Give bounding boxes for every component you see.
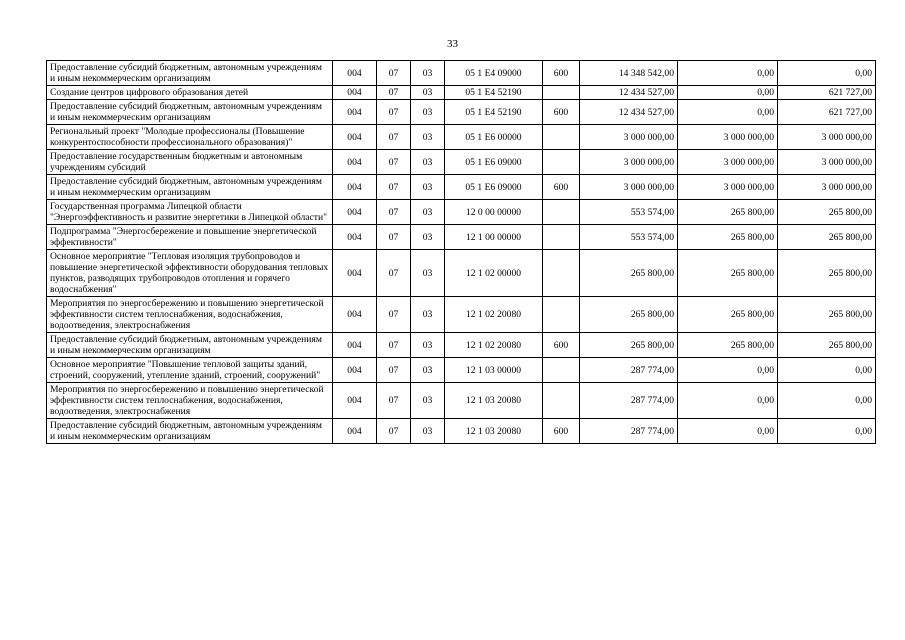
expense-type-code: [543, 225, 580, 250]
target-article-code: 05 1 E6 09000: [445, 150, 543, 175]
line-item-name: Предоставление субсидий бюджетным, автономным учреждениям и иным некоммерческим организациям: [47, 175, 333, 200]
line-item-name: Предоставление субсидий бюджетным, автономным учреждениям и иным некоммерческим организациям: [47, 100, 333, 125]
table-row: [47, 200, 876, 225]
amount-1: 287 774,00: [580, 383, 678, 419]
subsection-code: 03: [411, 358, 445, 383]
amount-2: 0,00: [678, 86, 778, 100]
table-row: [47, 419, 876, 444]
subsection-code: 03: [411, 419, 445, 444]
page-number: 33: [447, 38, 458, 50]
line-item-name: Предоставление государственным бюджетным и автономным учреждениям субсидий: [47, 150, 333, 175]
line-item-name: Предоставление субсидий бюджетным, автономным учреждениям и иным некоммерческим организациям: [47, 419, 333, 444]
target-article-code: 12 1 02 00000: [445, 250, 543, 297]
ministry-code: 004: [333, 100, 377, 125]
line-item-name: Предоставление субсидий бюджетным, автономным учреждениям и иным некоммерческим организациям: [47, 61, 333, 86]
amount-3: 265 800,00: [778, 250, 876, 297]
expense-type-code: 600: [543, 333, 580, 358]
target-article-code: 05 1 E4 52190: [445, 86, 543, 100]
amount-2: 0,00: [678, 100, 778, 125]
table-row: [47, 297, 876, 333]
table-row: [47, 175, 876, 200]
ministry-code: 004: [333, 333, 377, 358]
ministry-code: 004: [333, 125, 377, 150]
section-code: 07: [377, 175, 411, 200]
ministry-code: 004: [333, 419, 377, 444]
target-article-code: 12 1 02 20080: [445, 297, 543, 333]
ministry-code: 004: [333, 150, 377, 175]
amount-3: 3 000 000,00: [778, 175, 876, 200]
amount-2: 265 800,00: [678, 200, 778, 225]
amount-1: 287 774,00: [580, 358, 678, 383]
section-code: 07: [377, 250, 411, 297]
subsection-code: 03: [411, 125, 445, 150]
amount-1: 12 434 527,00: [580, 86, 678, 100]
amount-3: 0,00: [778, 61, 876, 86]
section-code: 07: [377, 100, 411, 125]
table-row: [47, 250, 876, 297]
amount-3: 0,00: [778, 358, 876, 383]
subsection-code: 03: [411, 150, 445, 175]
ministry-code: 004: [333, 175, 377, 200]
subsection-code: 03: [411, 383, 445, 419]
target-article-code: 12 1 00 00000: [445, 225, 543, 250]
target-article-code: 05 1 E4 52190: [445, 100, 543, 125]
expense-type-code: [543, 358, 580, 383]
amount-3: 265 800,00: [778, 200, 876, 225]
expense-type-code: 600: [543, 61, 580, 86]
ministry-code: 004: [333, 358, 377, 383]
line-item-name: Подпрограмма "Энергосбережение и повышение энергетической эффективности": [47, 225, 333, 250]
line-item-name: Государственная программа Липецкой области "Энергоэффективность и развитие энергетики в Липецкой области": [47, 200, 333, 225]
amount-2: 0,00: [678, 358, 778, 383]
amount-1: 265 800,00: [580, 297, 678, 333]
expense-type-code: [543, 297, 580, 333]
subsection-code: 03: [411, 250, 445, 297]
amount-3: 0,00: [778, 383, 876, 419]
ministry-code: 004: [333, 200, 377, 225]
amount-1: 265 800,00: [580, 250, 678, 297]
expense-type-code: [543, 200, 580, 225]
ministry-code: 004: [333, 297, 377, 333]
amount-3: 3 000 000,00: [778, 125, 876, 150]
amount-1: 553 574,00: [580, 225, 678, 250]
table-row: [47, 61, 876, 86]
subsection-code: 03: [411, 61, 445, 86]
amount-3: 621 727,00: [778, 86, 876, 100]
table-row: [47, 125, 876, 150]
section-code: 07: [377, 358, 411, 383]
section-code: 07: [377, 333, 411, 358]
amount-2: 0,00: [678, 419, 778, 444]
amount-1: 3 000 000,00: [580, 175, 678, 200]
expense-type-code: [543, 250, 580, 297]
budget-table: [46, 60, 876, 444]
ministry-code: 004: [333, 383, 377, 419]
line-item-name: Региональный проект "Молодые профессионалы (Повышение конкурентоспособности профессионального образования)": [47, 125, 333, 150]
expense-type-code: [543, 86, 580, 100]
subsection-code: 03: [411, 333, 445, 358]
expense-type-code: [543, 150, 580, 175]
section-code: 07: [377, 383, 411, 419]
subsection-code: 03: [411, 86, 445, 100]
table-row: [47, 150, 876, 175]
table-row: [47, 100, 876, 125]
target-article-code: 05 1 E6 00000: [445, 125, 543, 150]
amount-2: 0,00: [678, 61, 778, 86]
expense-type-code: 600: [543, 100, 580, 125]
amount-1: 287 774,00: [580, 419, 678, 444]
amount-3: 3 000 000,00: [778, 150, 876, 175]
ministry-code: 004: [333, 225, 377, 250]
expense-type-code: 600: [543, 175, 580, 200]
expense-type-code: 600: [543, 419, 580, 444]
amount-3: 265 800,00: [778, 333, 876, 358]
amount-1: 3 000 000,00: [580, 150, 678, 175]
amount-2: 265 800,00: [678, 333, 778, 358]
amount-3: 265 800,00: [778, 297, 876, 333]
target-article-code: 12 1 03 00000: [445, 358, 543, 383]
line-item-name: Предоставление субсидий бюджетным, автономным учреждениям и иным некоммерческим организациям: [47, 333, 333, 358]
section-code: 07: [377, 61, 411, 86]
table-row: [47, 86, 876, 100]
table-row: [47, 358, 876, 383]
section-code: 07: [377, 200, 411, 225]
line-item-name: Основное мероприятие "Повышение тепловой защиты зданий, строений, сооружений, утепление зданий, строений, сооружений": [47, 358, 333, 383]
line-item-name: Основное мероприятие "Тепловая изоляция трубопроводов и повышение энергетической эффективности оборудования тепловых пунктов, разводящих трубопроводов отопления и горячего водоснабжения": [47, 250, 333, 297]
amount-2: 3 000 000,00: [678, 175, 778, 200]
amount-1: 265 800,00: [580, 333, 678, 358]
amount-2: 0,00: [678, 383, 778, 419]
amount-1: 14 348 542,00: [580, 61, 678, 86]
table-body: [47, 61, 876, 444]
table-row: [47, 225, 876, 250]
amount-2: 265 800,00: [678, 250, 778, 297]
amount-3: 0,00: [778, 419, 876, 444]
amount-3: 621 727,00: [778, 100, 876, 125]
amount-3: 265 800,00: [778, 225, 876, 250]
amount-1: 553 574,00: [580, 200, 678, 225]
subsection-code: 03: [411, 297, 445, 333]
target-article-code: 05 1 E4 09000: [445, 61, 543, 86]
section-code: 07: [377, 86, 411, 100]
amount-1: 3 000 000,00: [580, 125, 678, 150]
line-item-name: Мероприятия по энергосбережению и повышению энергетической эффективности систем теплоснабжения, водоснабжения, водоотведения, электроснабжения: [47, 383, 333, 419]
target-article-code: 12 1 03 20080: [445, 419, 543, 444]
amount-2: 265 800,00: [678, 297, 778, 333]
subsection-code: 03: [411, 100, 445, 125]
subsection-code: 03: [411, 225, 445, 250]
target-article-code: 05 1 E6 09000: [445, 175, 543, 200]
subsection-code: 03: [411, 175, 445, 200]
line-item-name: Создание центров цифрового образования детей: [47, 86, 333, 100]
amount-2: 3 000 000,00: [678, 150, 778, 175]
subsection-code: 03: [411, 200, 445, 225]
expense-type-code: [543, 383, 580, 419]
ministry-code: 004: [333, 86, 377, 100]
table-row: [47, 383, 876, 419]
table-row: [47, 333, 876, 358]
target-article-code: 12 0 00 00000: [445, 200, 543, 225]
section-code: 07: [377, 297, 411, 333]
ministry-code: 004: [333, 250, 377, 297]
section-code: 07: [377, 419, 411, 444]
expense-type-code: [543, 125, 580, 150]
target-article-code: 12 1 03 20080: [445, 383, 543, 419]
amount-2: 3 000 000,00: [678, 125, 778, 150]
amount-2: 265 800,00: [678, 225, 778, 250]
amount-1: 12 434 527,00: [580, 100, 678, 125]
section-code: 07: [377, 225, 411, 250]
target-article-code: 12 1 02 20080: [445, 333, 543, 358]
ministry-code: 004: [333, 61, 377, 86]
line-item-name: Мероприятия по энергосбережению и повышению энергетической эффективности систем теплоснабжения, водоснабжения, водоотведения, электроснабжения: [47, 297, 333, 333]
section-code: 07: [377, 125, 411, 150]
section-code: 07: [377, 150, 411, 175]
